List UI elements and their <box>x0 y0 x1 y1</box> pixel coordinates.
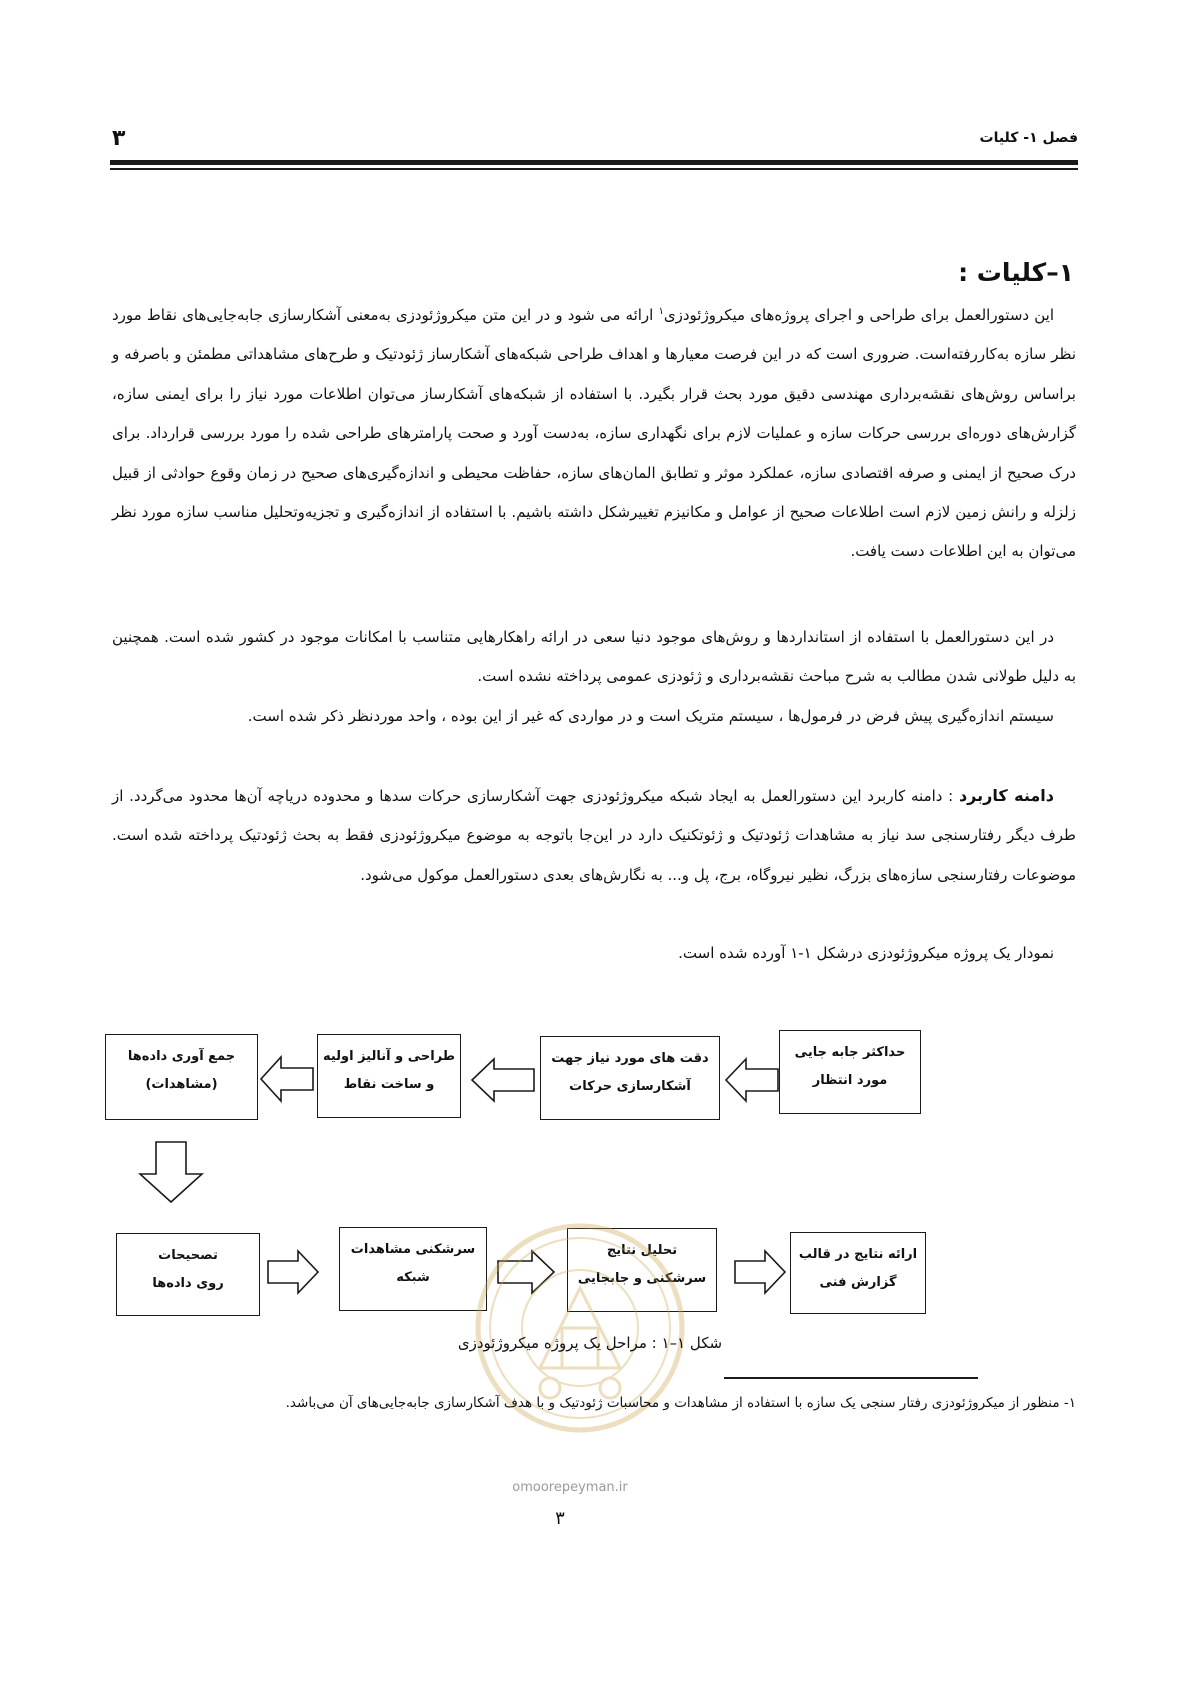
flow-box-line: و ساخت نقاط <box>343 1077 435 1092</box>
flow-box-design-analysis <box>317 1034 461 1118</box>
chapter-title: فصل ۱- کلیات <box>979 130 1078 146</box>
paragraph-figure-ref <box>112 934 1076 973</box>
flow-box-line: حداکثر جابه جایی <box>794 1045 906 1060</box>
header-rule-thick <box>110 160 1078 165</box>
paragraph-units-text: سیستم اندازه‌گیری پیش فرض در فرمول‌ها ، سیستم متریک است و در مواردی که غیر از این بوده ، واحد موردنظر ذکر شده است. <box>247 707 1054 725</box>
section-heading: ۱–کلیات : <box>958 258 1074 287</box>
paragraph-standards <box>112 618 1076 697</box>
header-rule-thin <box>110 168 1078 170</box>
paragraph-scope <box>112 776 1076 895</box>
paragraph-intro <box>112 296 1076 572</box>
flow-box-line: شبکه <box>396 1270 430 1285</box>
flow-box-network-adjustment <box>339 1227 487 1311</box>
flow-box-line: آشکارسازی حرکات <box>569 1079 691 1094</box>
flow-box-line: ارائه نتایج در قالب <box>798 1247 918 1262</box>
paragraph-standards-text: در این دستورالعمل با استفاده از استانداردها و روش‌های موجود دنیا سعی در ارائه راهکارهایی متناسب با امکانات موجود در کشور شده است. همچنین به دلیل طولانی شدن مطالب به شرح مباحث نقشه‌برداری و ژئودزی عمومی پرداخته نشده است. <box>112 628 1076 686</box>
flow-box-line: روی داده‌ها <box>152 1276 224 1291</box>
flow-box-corrections <box>116 1233 260 1316</box>
flow-box-report <box>790 1232 926 1314</box>
paragraph-intro-start: این دستورالعمل برای طراحی و اجرای پروژه‌های میکروژئودزی <box>663 306 1054 324</box>
flow-box-line: دقت های مورد نیاز جهت <box>551 1051 709 1066</box>
flow-box-data-collection <box>105 1034 258 1120</box>
flow-box-required-accuracy <box>540 1036 720 1120</box>
footnote: ۱- منظور از میکروژئودزی رفتار سنجی یک سازه با استفاده از مشاهدات و محاسبات ژئودتیک و با هدف آشکارسازی جابه‌جایی‌های آن می‌باشد. <box>285 1395 1076 1411</box>
paragraph-scope-text: : دامنه کاربرد این دستورالعمل به ایجاد شبکه میکروژئودزی جهت آشکارسازی حرکات سدها و محدوده دریاچه آن‌ها محدود می‌گردد. از طرف دیگر رفتارسنجی سد نیاز به مشاهدات ژئودتیک و ژئوتکنیک دارد در این‌جا باتوجه به موضوع میکروژئودزی فقط به بحث ژئودتیک پرداخته شده است. موضوعات رفتارسنجی سازه‌های بزرگ، نظیر نیروگاه، برج، پل و... به نگارش‌های بعدی دستورالعمل موکول می‌شود. <box>112 787 1076 884</box>
right-arrow-icon <box>733 1248 787 1296</box>
paragraph-figure-ref-text: نمودار یک پروژه میکروژئودزی درشکل ۱-۱ آورده شده است. <box>678 944 1054 962</box>
left-arrow-icon <box>470 1056 536 1104</box>
flow-box-line: جمع آوری داده‌ها <box>127 1049 236 1064</box>
figure-caption: شکل ۱–۱ : مراحل یک پروژه میکروژئودزی <box>457 1334 723 1352</box>
flow-box-line: گزارش فنی <box>819 1275 897 1290</box>
watermark-site: omoorepeyman.ir <box>512 1480 628 1495</box>
flow-box-line: مورد انتظار <box>812 1073 888 1088</box>
footnote-marker: ۱ <box>658 306 664 317</box>
scope-lead: دامنه کاربرد <box>958 786 1054 805</box>
left-arrow-icon <box>724 1056 780 1104</box>
header-page-number: ۳ <box>112 126 126 151</box>
paragraph-units <box>112 697 1076 736</box>
left-arrow-icon <box>259 1054 315 1104</box>
flow-box-line: تصحیحات <box>158 1248 218 1263</box>
running-header <box>110 126 1078 152</box>
right-arrow-icon <box>266 1248 320 1296</box>
flow-box-max-displacement <box>779 1030 921 1114</box>
footnote-rule <box>724 1377 978 1379</box>
flow-box-line: سرشکنی مشاهدات <box>350 1242 476 1257</box>
paragraph-intro-rest: ارائه می شود و در این متن میکروژئودزی به‌معنی آشکارسازی جابه‌جایی‌های نقاط مورد نظر سازه به‌کاررفته‌است. ضروری است که در این فرصت معیارها و اهداف طراحی شبکه‌های آشکارساز ژئودتیک و طرح‌های مشاهداتی مطمئن و باصرفه و براساس روش‌های نقشه‌برداری مهندسی دقیق مورد بحث قرار بگیرد. با استفاده از شبکه‌های آشکارساز می‌توان اطلاعات مورد نیاز را برای ایمنی سازه، گزارش‌های دوره‌ای بررسی حرکات سازه و عملیات لازم برای نگهداری سازه، به‌دست آورد و صحت پارامترهای طراحی شده را مورد بررسی قرارداد. برای درک صحیح از ایمنی و صرفه اقتصادی سازه، عملکرد موثر و تطابق المان‌های سازه، حفاظت محیطی و اندازه‌گیری‌های صحیح در زمان وقوع حوادثی از قبیل زلزله و رانش زمین لازم است اطلاعات صحیح از عوامل و مکانیزم تغییرشکل داشته باشیم. با استفاده از اندازه‌گیری و تجزیه‌وتحلیل مناسب سازه مورد نظر می‌توان به این اطلاعات دست یافت. <box>112 306 1076 561</box>
footer-page-number: ۳ <box>555 1508 565 1529</box>
flow-box-line: طراحی و آنالیز اولیه <box>322 1049 456 1064</box>
down-arrow-icon <box>138 1140 204 1204</box>
flow-box-line: تحلیل نتایج <box>606 1243 678 1258</box>
flow-box-line: (مشاهدات) <box>145 1077 218 1092</box>
flow-box-line: سرشکنی و جابجایی <box>577 1271 707 1286</box>
